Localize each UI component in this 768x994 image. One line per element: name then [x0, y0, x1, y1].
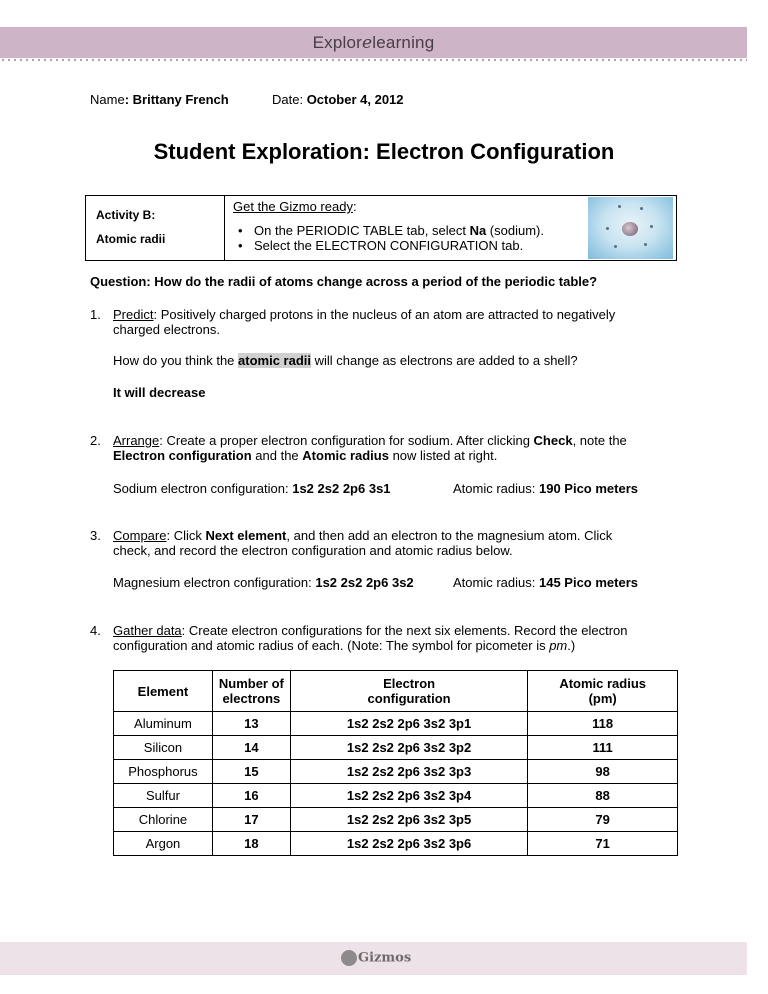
atom-illustration [588, 197, 673, 259]
table-row [114, 832, 678, 856]
q4-text: Gather data: Create electron configurations for the next six elements. Record the electron configuration and atomic radius of each. (Note: The symbol for picometer is pm.) [113, 623, 628, 653]
electrons-cell: 14 [212, 736, 290, 760]
q1-answer: It will decrease [113, 385, 206, 400]
date-field: Date: October 4, 2012 [272, 92, 404, 107]
list-item: • On the PERIODIC TABLE tab, select Na (sodium). [233, 223, 573, 238]
q2-text: Arrange: Create a proper electron configuration for sodium. After clicking Check, note the Electron configuration and the Atomic radius now listed at right. [113, 433, 627, 463]
electrons-cell: 18 [212, 832, 290, 856]
sodium-radius: Atomic radius: 190 Pico meters [453, 481, 638, 496]
electrons-cell: 17 [212, 808, 290, 832]
configuration-cell: 1s2 2s2 2p6 3s2 3p2 [290, 736, 527, 760]
setup-instructions [233, 223, 573, 253]
radius-cell: 98 [528, 760, 678, 784]
q1-text: Predict: Positively charged protons in the nucleus of an atom are attracted to negatively charged electrons. [113, 307, 616, 337]
q3-number: 3. [90, 528, 101, 543]
element-cell: Sulfur [114, 784, 213, 808]
table-row [114, 808, 678, 832]
table-row [114, 736, 678, 760]
q3-text: Compare: Click Next element, and then add an electron to the magnesium atom. Click check, and record the electron configuration and atomic radius below. [113, 528, 613, 558]
radius-cell: 79 [528, 808, 678, 832]
page-title: Student Exploration: Electron Configuration [153, 139, 615, 164]
magnesium-radius: Atomic radius: 145 Pico meters [453, 575, 638, 590]
header-electrons: Number of electrons [212, 671, 290, 712]
element-cell: Argon [114, 832, 213, 856]
header-configuration: Electron configuration [290, 671, 527, 712]
magnesium-configuration: Magnesium electron configuration: 1s2 2s2 2p6 3s2 [113, 575, 414, 590]
radius-cell: 88 [528, 784, 678, 808]
table-row [114, 784, 678, 808]
table-row [114, 712, 678, 736]
configuration-cell: 1s2 2s2 2p6 3s2 3p5 [290, 808, 527, 832]
table-row [114, 760, 678, 784]
configuration-cell: 1s2 2s2 2p6 3s2 3p6 [290, 832, 527, 856]
radius-cell: 111 [528, 736, 678, 760]
activity-topic: Atomic radii [96, 232, 166, 246]
q1-number: 1. [90, 307, 101, 322]
table-header-row [114, 671, 678, 712]
header-dotted-rule [0, 58, 747, 62]
configuration-cell: 1s2 2s2 2p6 3s2 3p3 [290, 760, 527, 784]
configuration-cell: 1s2 2s2 2p6 3s2 3p4 [290, 784, 527, 808]
gizmos-mark-icon [341, 950, 357, 966]
element-cell: Chlorine [114, 808, 213, 832]
student-name: Name: Brittany French [90, 92, 229, 107]
header-element: Element [114, 671, 213, 712]
q1-prompt: How do you think the atomic radii will change as electrons are added to a shell? [113, 353, 578, 368]
q4-number: 4. [90, 623, 101, 638]
list-item: • Select the ELECTRON CONFIGURATION tab. [233, 238, 573, 253]
electrons-cell: 13 [212, 712, 290, 736]
element-cell: Silicon [114, 736, 213, 760]
activity-label: Activity B: [96, 208, 156, 222]
radius-cell: 71 [528, 832, 678, 856]
explorelearning-logo: Explorelearning [312, 33, 435, 53]
radius-cell: 118 [528, 712, 678, 736]
element-cell: Phosphorus [114, 760, 213, 784]
electron-data-table [113, 670, 678, 856]
electrons-cell: 16 [212, 784, 290, 808]
header-radius: Atomic radius (pm) [528, 671, 678, 712]
gizmo-ready-heading: Get the Gizmo ready: [233, 199, 357, 214]
electrons-cell: 15 [212, 760, 290, 784]
q2-number: 2. [90, 433, 101, 448]
element-cell: Aluminum [114, 712, 213, 736]
gizmos-logo: Gizmos [341, 950, 411, 968]
configuration-cell: 1s2 2s2 2p6 3s2 3p1 [290, 712, 527, 736]
guiding-question: Question: How do the radii of atoms change across a period of the periodic table? [90, 274, 598, 289]
sodium-configuration: Sodium electron configuration: 1s2 2s2 2p6 3s1 [113, 481, 391, 496]
